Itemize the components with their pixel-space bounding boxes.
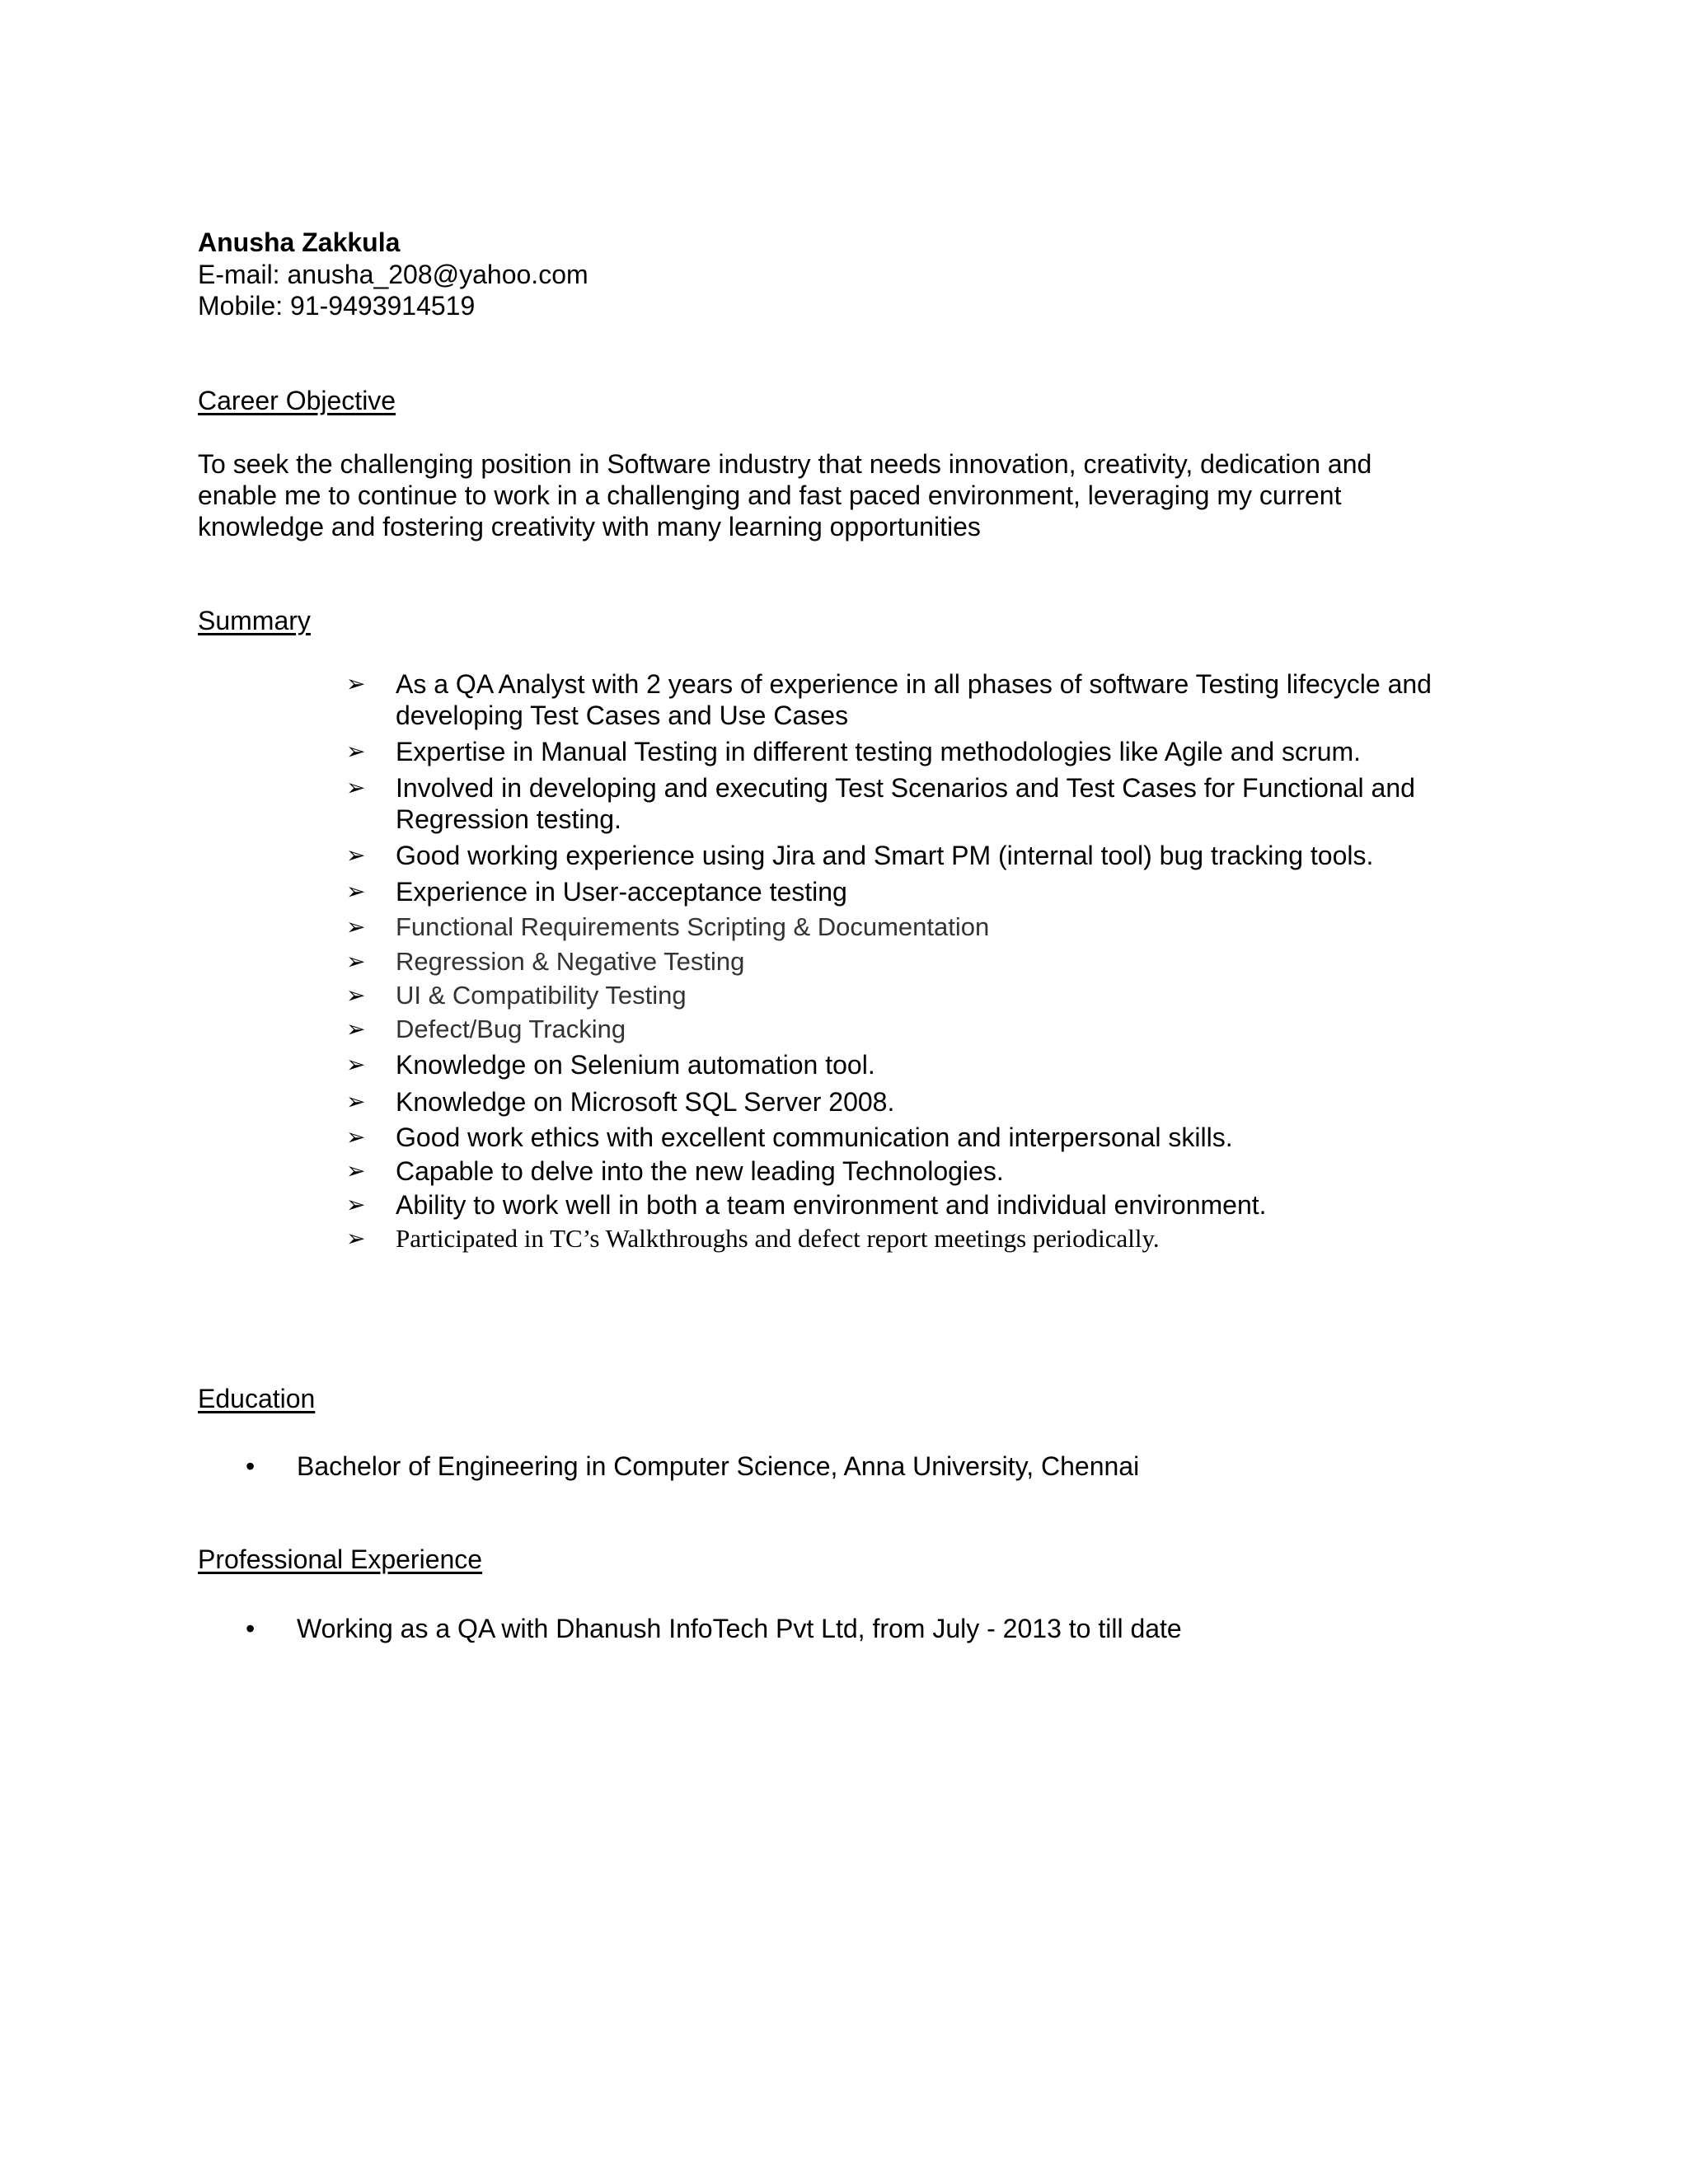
email-line: E-mail: anusha_208@yahoo.com (198, 260, 588, 289)
arrow-bullet-icon: ➢ (346, 1088, 366, 1115)
arrow-bullet-icon: ➢ (346, 1225, 366, 1252)
experience-item-text: Working as a QA with Dhanush InfoTech Pvt Ltd, from July - 2013 to till date (297, 1614, 1182, 1643)
summary-item-text: Good work ethics with excellent communication and interpersonal skills. (396, 1122, 1233, 1152)
round-bullet-icon: • (246, 1614, 256, 1643)
career-objective-text (198, 448, 1484, 542)
summary-item-text: UI & Compatibility Testing (396, 981, 687, 1010)
arrow-bullet-icon: ➢ (346, 738, 366, 765)
arrow-bullet-icon: ➢ (346, 1015, 366, 1043)
summary-item-text: Knowledge on Selenium automation tool. (396, 1050, 875, 1080)
arrow-bullet-icon: ➢ (346, 670, 366, 697)
summary-item-text: Good working experience using Jira and Smart PM (internal tool) bug tracking tools. (396, 841, 1374, 870)
summary-item-text: Ability to work well in both a team environment and individual environment. (396, 1190, 1267, 1220)
arrow-bullet-icon: ➢ (346, 1191, 366, 1218)
arrow-bullet-icon: ➢ (346, 913, 366, 940)
summary-item-text: As a QA Analyst with 2 years of experience in all phases of software Testing lifecycle and (396, 669, 1432, 699)
objective-line: enable me to continue to work in a challenging and fast paced environment, leveraging my current (198, 480, 1342, 510)
professional-experience-heading: Professional Experience (198, 1544, 483, 1574)
arrow-bullet-icon: ➢ (346, 841, 366, 869)
round-bullet-icon: • (246, 1451, 256, 1481)
arrow-bullet-icon: ➢ (346, 878, 366, 905)
objective-line: knowledge and fostering creativity with many learning opportunities (198, 512, 981, 541)
mobile-line: Mobile: 91-9493914519 (198, 291, 476, 321)
summary-item-text: Involved in developing and executing Test Scenarios and Test Cases for Functional and (396, 773, 1415, 803)
summary-item-text: Participated in TC’s Walkthroughs and defect report meetings periodically. (396, 1224, 1160, 1253)
summary-heading: Summary (198, 606, 311, 635)
career-objective-heading: Career Objective (198, 386, 396, 415)
summary-item-text: Regression testing. (396, 804, 621, 834)
summary-item-text: Functional Requirements Scripting & Documentation (396, 912, 990, 941)
summary-item-text: Experience in User-acceptance testing (396, 877, 847, 907)
summary-item-text: Defect/Bug Tracking (396, 1015, 626, 1043)
education-heading: Education (198, 1384, 316, 1413)
objective-line: To seek the challenging position in Software industry that needs innovation, creativity, dedication and (198, 449, 1372, 479)
summary-item-text: Expertise in Manual Testing in different testing methodologies like Agile and scrum. (396, 737, 1362, 766)
arrow-bullet-icon: ➢ (346, 982, 366, 1009)
summary-item-text: Capable to delve into the new leading Technologies. (396, 1156, 1004, 1186)
summary-item-text: Knowledge on Microsoft SQL Server 2008. (396, 1087, 895, 1117)
arrow-bullet-icon: ➢ (346, 774, 366, 801)
arrow-bullet-icon: ➢ (346, 948, 366, 975)
education-item-text: Bachelor of Engineering in Computer Science, Anna University, Chennai (297, 1451, 1140, 1481)
arrow-bullet-icon: ➢ (346, 1051, 366, 1078)
arrow-bullet-icon: ➢ (346, 1157, 366, 1184)
arrow-bullet-icon: ➢ (346, 1123, 366, 1151)
summary-item-text: developing Test Cases and Use Cases (396, 701, 849, 730)
summary-item-text: Regression & Negative Testing (396, 947, 745, 976)
candidate-name: Anusha Zakkula (198, 227, 401, 257)
